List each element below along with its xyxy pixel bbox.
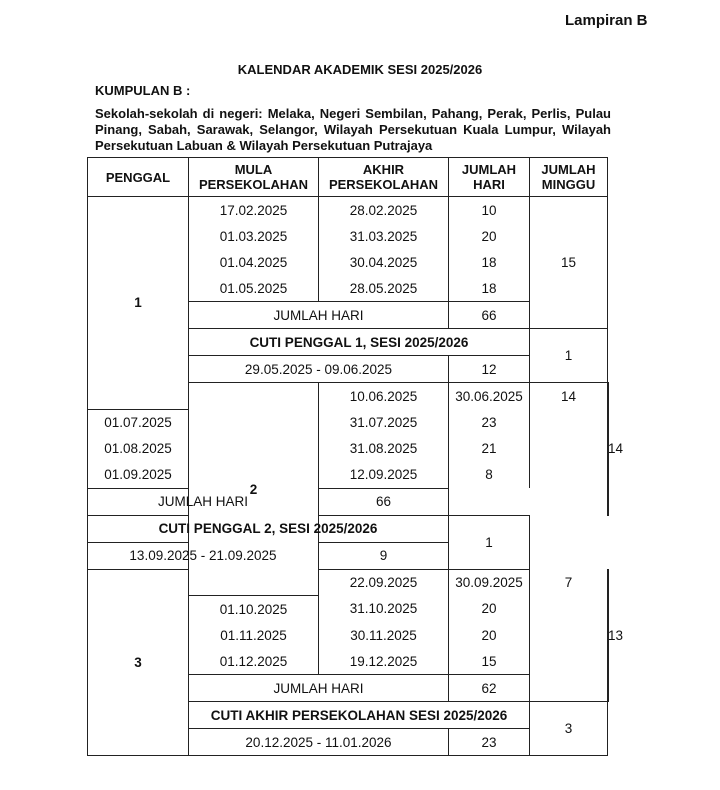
hari-count: 7 [530, 569, 608, 596]
cuti-range-row [88, 542, 609, 569]
akhir-date: 28.02.2025 [319, 197, 449, 224]
mula-date: 01.04.2025 [189, 249, 319, 275]
cuti-title-row [88, 515, 609, 542]
cuti-minggu: 1 [449, 515, 530, 569]
akhir-date: 30.11.2025 [319, 622, 449, 648]
cuti-date-range: 20.12.2025 - 11.01.2026 [189, 729, 449, 756]
jumlah-hari-label: JUMLAH HARI [189, 675, 449, 702]
mula-date: 01.07.2025 [88, 409, 189, 436]
states-description: Sekolah-sekolah di negeri: Melaka, Negeri Sembilan, Pahang, Perak, Perlis, Pulau Pinang, Sabah, Sarawak, Selangor, Wilayah Persekutuan Kuala Lumpur, Wilayah Persekutuan Labuan & Wilayah Persekutuan Putrajaya [95, 106, 611, 153]
table-row [88, 197, 609, 224]
akhir-date: 30.04.2025 [319, 249, 449, 275]
penggal-number: 1 [88, 197, 189, 410]
akhir-date: 30.09.2025 [449, 569, 530, 596]
mula-date: 01.10.2025 [189, 596, 319, 623]
hari-count: 10 [449, 197, 530, 224]
akhir-date: 31.08.2025 [319, 436, 449, 462]
jumlah-hari-label: JUMLAH HARI [88, 488, 319, 515]
cuti-date-range: 29.05.2025 - 09.06.2025 [189, 356, 449, 383]
cuti-hari: 9 [319, 542, 449, 569]
cuti-minggu: 3 [530, 702, 608, 756]
mula-date: 01.08.2025 [88, 436, 189, 462]
column-header-mula: MULA PERSEKOLAHAN [189, 158, 319, 197]
akhir-date: 30.06.2025 [449, 383, 530, 410]
jumlah-hari-value: 66 [319, 488, 449, 515]
jumlah-minggu: 13 [608, 569, 609, 702]
jumlah-hari-value: 62 [449, 675, 530, 702]
jumlah-hari-label: JUMLAH HARI [189, 302, 449, 329]
group-label: KUMPULAN B : [95, 83, 191, 98]
penggal-number: 3 [88, 569, 189, 756]
hari-count: 18 [449, 275, 530, 302]
mula-date: 01.11.2025 [189, 622, 319, 648]
cuti-minggu: 1 [530, 329, 608, 383]
hari-count: 20 [449, 596, 530, 623]
jumlah-hari-value: 66 [449, 302, 530, 329]
mula-date: 10.06.2025 [319, 383, 449, 410]
hari-count: 15 [449, 648, 530, 675]
lampiran-label: Lampiran B [565, 12, 648, 29]
cuti-title: CUTI PENGGAL 1, SESI 2025/2026 [189, 329, 530, 356]
table-row [88, 569, 609, 596]
column-header-jumlah-minggu: JUMLAH MINGGU [530, 158, 608, 197]
table-row [88, 436, 609, 462]
mula-date: 17.02.2025 [189, 197, 319, 224]
cuti-title: CUTI PENGGAL 2, SESI 2025/2026 [88, 515, 449, 542]
mula-date: 22.09.2025 [319, 569, 449, 596]
jumlah-minggu: 15 [530, 197, 608, 329]
mula-date: 01.03.2025 [189, 223, 319, 249]
hari-count: 18 [449, 249, 530, 275]
akhir-date: 12.09.2025 [319, 462, 449, 489]
hari-count: 23 [449, 409, 530, 436]
penggal-number: 2 [189, 383, 319, 596]
cuti-title: CUTI AKHIR PERSEKOLAHAN SESI 2025/2026 [189, 702, 530, 729]
akhir-date: 31.10.2025 [319, 596, 449, 623]
table-header-row [88, 158, 609, 197]
column-header-jumlah-hari: JUMLAH HARI [449, 158, 530, 197]
column-header-penggal: PENGGAL [88, 158, 189, 197]
table-row [88, 409, 609, 436]
akhir-date: 31.07.2025 [319, 409, 449, 436]
akhir-date: 31.03.2025 [319, 223, 449, 249]
jumlah-minggu: 14 [608, 383, 609, 516]
mula-date: 01.05.2025 [189, 275, 319, 302]
cuti-hari: 12 [449, 356, 530, 383]
hari-count: 20 [449, 622, 530, 648]
hari-count: 21 [449, 436, 530, 462]
jumlah-hari-row [88, 488, 609, 515]
cuti-hari: 23 [449, 729, 530, 756]
mula-date: 01.12.2025 [189, 648, 319, 675]
table-row [88, 462, 609, 489]
hari-count: 20 [449, 223, 530, 249]
hari-count: 8 [449, 462, 530, 489]
cuti-date-range: 13.09.2025 - 21.09.2025 [88, 542, 319, 569]
akhir-date: 19.12.2025 [319, 648, 449, 675]
page-title: KALENDAR AKADEMIK SESI 2025/2026 [237, 62, 483, 77]
column-header-akhir: AKHIR PERSEKOLAHAN [319, 158, 449, 197]
mula-date: 01.09.2025 [88, 462, 189, 489]
hari-count: 14 [530, 383, 608, 410]
akhir-date: 28.05.2025 [319, 275, 449, 302]
academic-calendar-table [87, 157, 624, 756]
